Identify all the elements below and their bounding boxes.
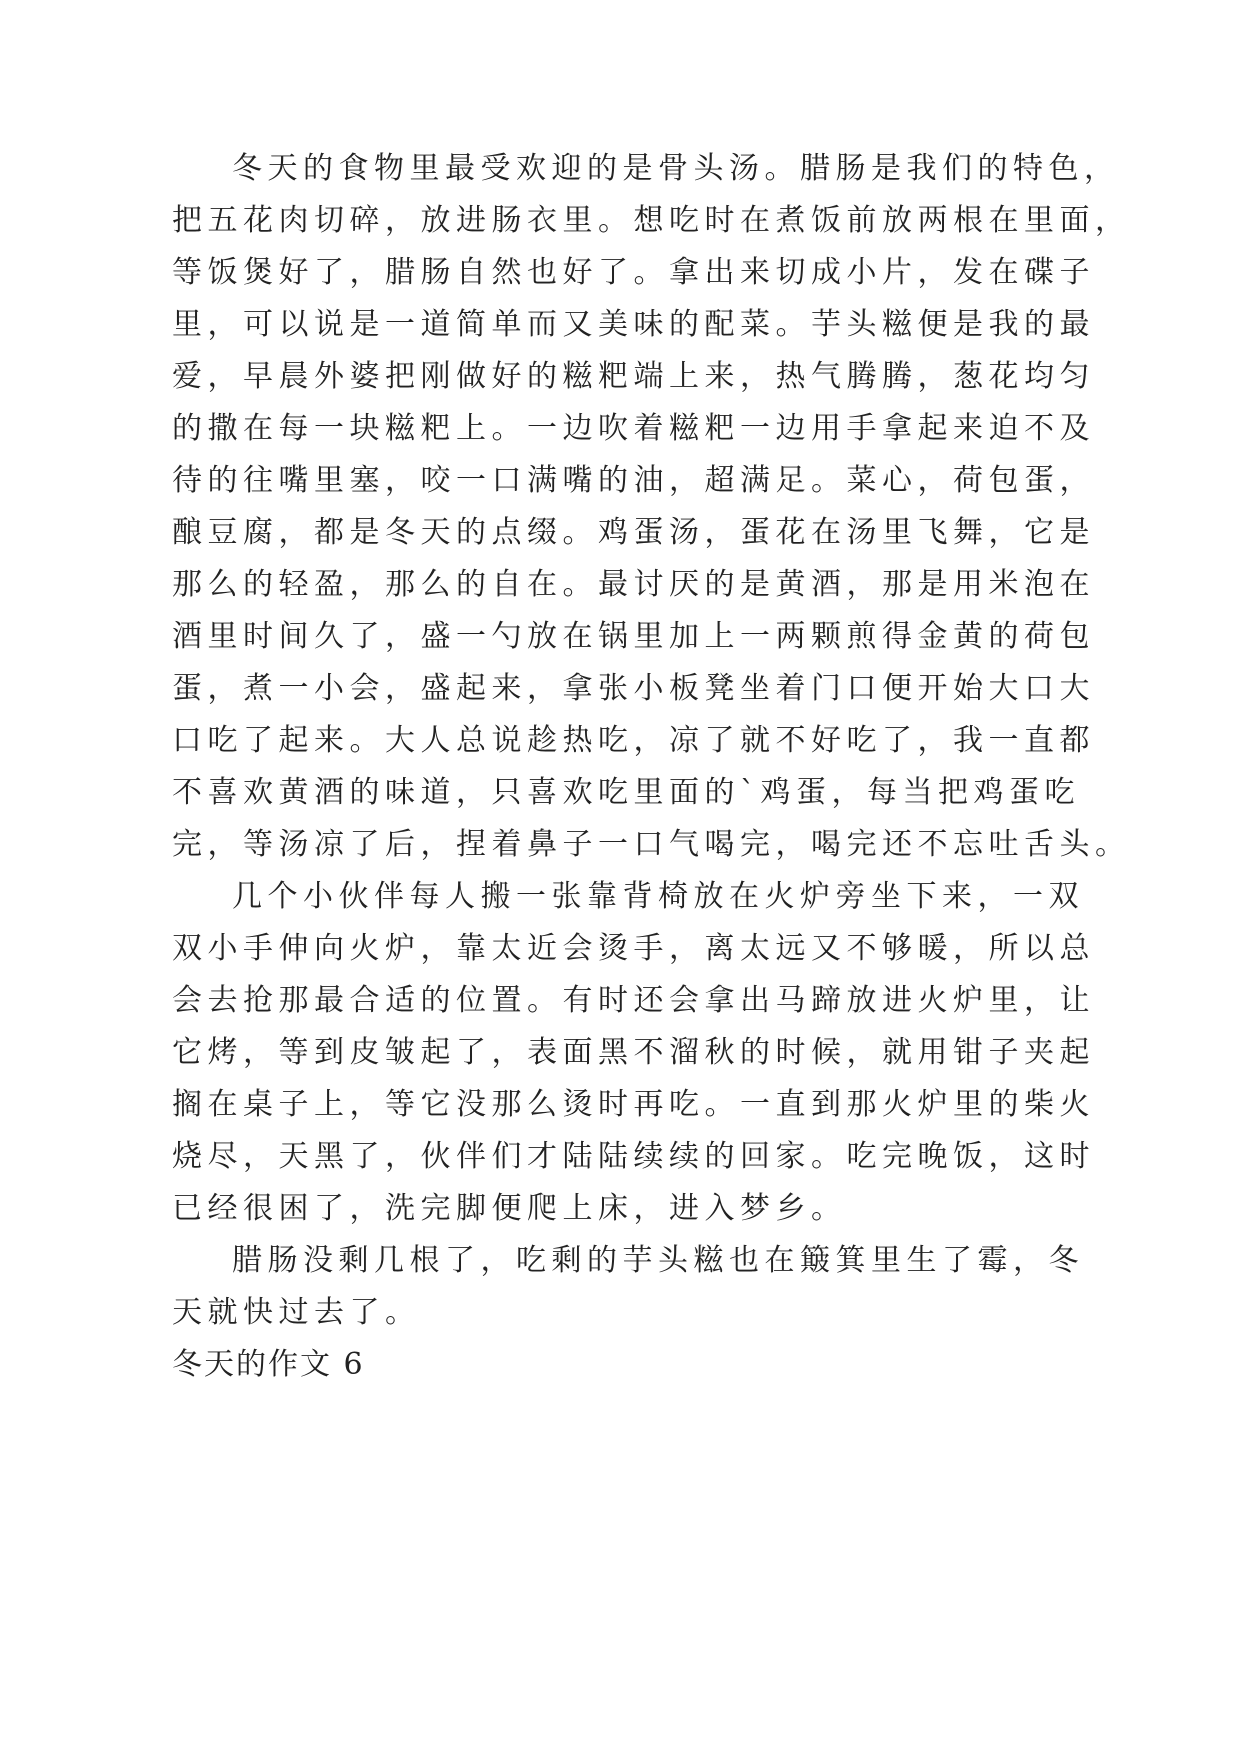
paragraph-1-line-8: 酿豆腐，都是冬天的点缀。鸡蛋汤，蛋花在汤里飞舞，它是 — [172, 515, 1095, 550]
paragraph-1-line-11: 蛋，煮一小会，盛起来，拿张小板凳坐着门口便开始大口大 — [172, 671, 1095, 706]
paragraph-2-line-1: 几个小伙伴每人搬一张靠背椅放在火炉旁坐下来，一双 — [232, 879, 1084, 914]
paragraph-2-line-2: 双小手伸向火炉，靠太近会烫手，离太远又不够暖，所以总 — [172, 931, 1095, 966]
paragraph-2-line-3: 会去抢那最合适的位置。有时还会拿出马蹄放进火炉里，让 — [172, 983, 1095, 1018]
paragraph-1-line-9: 那么的轻盈，那么的自在。最讨厌的是黄酒，那是用米泡在 — [172, 567, 1095, 602]
paragraph-2-line-6: 烧尽，天黑了，伙伴们才陆陆续续的回家。吃完晚饭，这时 — [172, 1139, 1095, 1174]
paragraph-1-line-14: 完，等汤凉了后，捏着鼻子一口气喝完，喝完还不忘吐舌头。 — [172, 827, 1131, 862]
paragraph-2-line-4: 它烤，等到皮皱起了，表面黑不溜秋的时候，就用钳子夹起 — [172, 1035, 1095, 1070]
paragraph-1-line-1: 冬天的食物里最受欢迎的是骨头汤。腊肠是我们的特色， — [232, 151, 1120, 186]
paragraph-1-line-2: 把五花肉切碎，放进肠衣里。想吃时在煮饭前放两根在里面， — [172, 203, 1131, 238]
paragraph-3-line-2: 天就快过去了。 — [172, 1295, 421, 1330]
paragraph-1-line-6: 的撒在每一块糍粑上。一边吹着糍粑一边用手拿起来迫不及 — [172, 411, 1095, 446]
paragraph-3-line-1: 腊肠没剩几根了，吃剩的芋头糍也在簸箕里生了霉，冬 — [232, 1243, 1084, 1278]
paragraph-2-line-5: 搁在桌子上，等它没那么烫时再吃。一直到那火炉里的柴火 — [172, 1087, 1095, 1122]
paragraph-2-line-7: 已经很困了，洗完脚便爬上床，进入梦乡。 — [172, 1191, 847, 1226]
section-heading: 冬天的作文 6 — [172, 1347, 365, 1382]
paragraph-1-line-7: 待的往嘴里塞，咬一口满嘴的油，超满足。菜心，荷包蛋， — [172, 463, 1095, 498]
paragraph-1-line-4: 里，可以说是一道简单而又美味的配菜。芋头糍便是我的最 — [172, 307, 1095, 342]
paragraph-1-line-10: 酒里时间久了，盛一勺放在锅里加上一两颗煎得金黄的荷包 — [172, 619, 1095, 654]
paragraph-1-line-12: 口吃了起来。大人总说趁热吃，凉了就不好吃了，我一直都 — [172, 723, 1095, 758]
paragraph-1-line-3: 等饭煲好了，腊肠自然也好了。拿出来切成小片，发在碟子 — [172, 255, 1095, 290]
paragraph-1-line-13: 不喜欢黄酒的味道，只喜欢吃里面的`鸡蛋，每当把鸡蛋吃 — [172, 775, 1080, 810]
paragraph-1-line-5: 爱，早晨外婆把刚做好的糍粑端上来，热气腾腾，葱花均匀 — [172, 359, 1095, 394]
